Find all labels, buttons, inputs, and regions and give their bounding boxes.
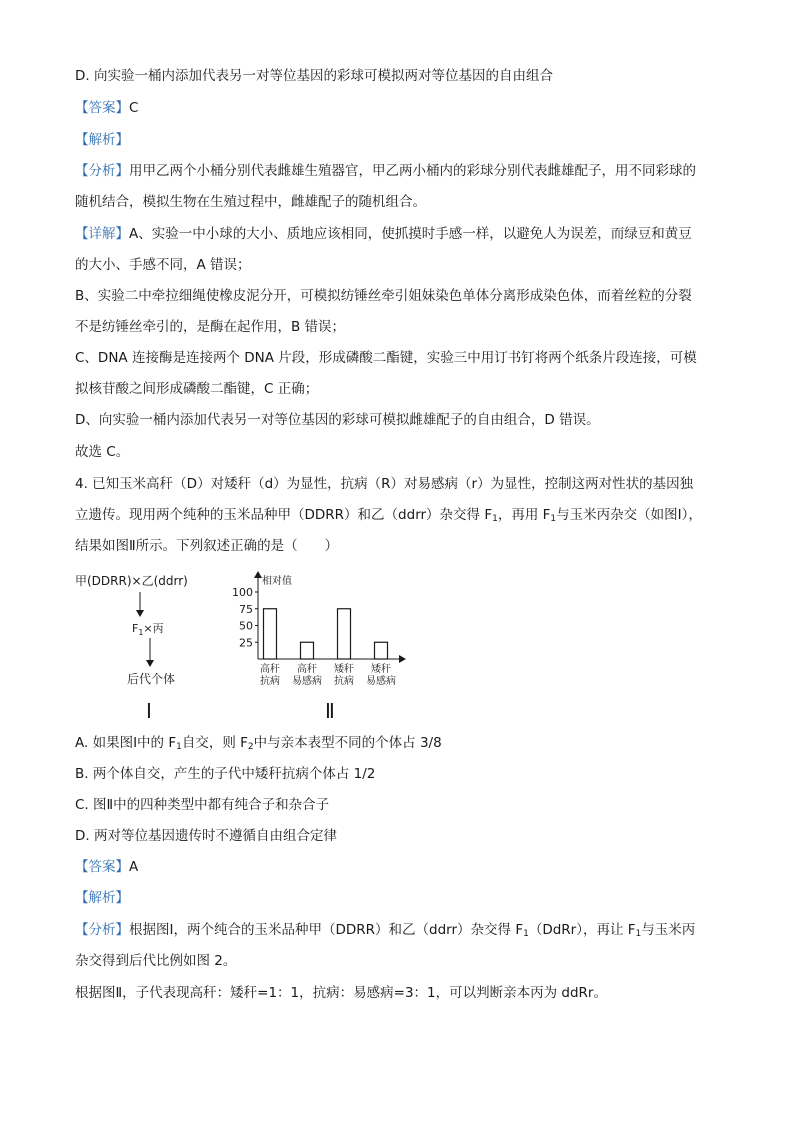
xiangjie-line-4: 不是纺锤丝牵引的，是酶在起作用，B 错误； (75, 319, 346, 335)
offspring-label: 后代个体 (127, 672, 176, 686)
y-tick-label-0: 25 (239, 636, 253, 650)
option-a-text-3: 中与亲本表型不同的个体占 3/8 (253, 735, 442, 751)
xiangjie-line-7: D、向实验一桶内添加代表另一对等位基因的彩球可模拟雌雄配子的自由组合，D 错误。 (75, 412, 600, 428)
category-label-0-1: 抗病 (260, 676, 280, 687)
xiangjie-text: A、实验一中小球的大小、质地应该相同，使抓摸时手感一样，以避免人为误差，而绿豆和黄豆 (129, 226, 692, 242)
option-a-text-2: 自交，则 F (181, 735, 248, 751)
category-label-1-0: 高秆 (297, 664, 317, 675)
bar-0 (264, 609, 277, 659)
figure-svg (70, 568, 430, 728)
answer-value: C (129, 100, 139, 116)
fenxi-2-line (75, 920, 695, 944)
fenxi-2-text-2: （DdRr），再让 F (528, 922, 636, 938)
option-d: D. 两对等位基因遗传时不遵循自由组合定律 (75, 828, 337, 844)
q4-sub-1: 1 (492, 514, 498, 524)
fenxi-line (75, 161, 696, 181)
xiangjie-line-2: 的大小、手感不同，A 错误； (75, 257, 251, 273)
xiangjie-line-6: 拟核苷酸之间形成磷酸二酯键，C 正确； (75, 381, 319, 397)
question-4-line-1: 4. 已知玉米高秆（D）对矮秆（d）为显性，抗病（R）对易感病（r）为显性，控制这两对性状的基因独 (75, 476, 694, 492)
xiangjie-line-3: B、实验二中牵拉细绳使橡皮泥分开，可模拟纺锤丝牵引姐妹染色单体分离形成染色体，而着丝粒的分裂 (75, 288, 692, 304)
analysis-tag: 【解析】 (75, 132, 129, 148)
category-label-0-0: 高秆 (260, 664, 280, 675)
bar-3 (375, 642, 388, 659)
analysis-heading (75, 130, 129, 150)
q4-sub-2: 1 (550, 514, 557, 524)
figure-1 (75, 574, 188, 723)
bar-1 (301, 642, 314, 659)
choose-line: 故选 C。 (75, 444, 130, 460)
fenxi-2-tag: 【分析】 (75, 922, 129, 938)
final-line: 根据图Ⅱ，子代表现高秆：矮秆=1：1，抗病：易感病=3：1，可以判断亲本丙为 ddRr。 (75, 985, 607, 1001)
option-a (75, 733, 442, 757)
q4-text-a: 立遗传。现用两个纯种的玉米品种甲（DDRR）和乙（ddrr）杂交得 F (75, 507, 493, 523)
bar-2 (338, 609, 351, 659)
q4-text-b: ，再用 F (497, 507, 551, 523)
option-d-line: D. 向实验一桶内添加代表另一对等位基因的彩球可模拟两对等位基因的自由组合 (75, 68, 553, 84)
fenxi-2-sub-2: 1 (635, 929, 642, 939)
fenxi-line-2: 随机结合，模拟生物在生殖过程中，雌雄配子的随机组合。 (75, 194, 426, 210)
answer-line (75, 98, 138, 118)
option-a-sub-1: 1 (176, 742, 182, 752)
option-c: C. 图Ⅱ中的四种类型中都有纯合子和杂合子 (75, 797, 330, 813)
figures (70, 568, 430, 728)
y-tick-label-1: 50 (239, 619, 253, 633)
category-label-1-1: 易感病 (292, 676, 322, 687)
answer-2-value: A (129, 859, 139, 875)
fenxi-2-line-2: 杂交得到后代比例如图 2。 (75, 953, 237, 969)
category-label-3-1: 易感病 (366, 676, 396, 687)
q4-text-c: 与玉米丙杂交（如图Ⅰ）， (556, 507, 702, 523)
xiangjie-tag: 【详解】 (75, 226, 129, 242)
f1-label: $F_1\times$丙 (132, 622, 164, 637)
category-label-2-0: 矮秆 (334, 664, 354, 675)
answer-tag: 【答案】 (75, 100, 129, 116)
option-a-sub-2: 2 (247, 742, 254, 752)
question-4-line-3: 结果如图Ⅱ所示。下列叙述正确的是（ ） (75, 538, 339, 554)
figure-2-label: Ⅱ (325, 699, 335, 723)
fenxi-2-text-1: 根据图Ⅰ，两个纯合的玉米品种甲（DDRR）和乙（ddrr）杂交得 F (129, 922, 524, 938)
cross-label: 甲(DDRR)×乙(ddrr) (75, 574, 188, 588)
fenxi-2-sub-1: 1 (523, 929, 529, 939)
figure-2-chart (232, 572, 405, 723)
fenxi-text: 用甲乙两个小桶分别代表雌雄生殖器官，甲乙两小桶内的彩球分别代表雌雄配子，用不同彩球的 (129, 163, 696, 179)
answer-2-tag: 【答案】 (75, 859, 129, 875)
analysis-2-tag: 【解析】 (75, 890, 129, 906)
question-4-line-2 (75, 505, 702, 529)
category-label-3-0: 矮秆 (371, 664, 391, 675)
xiangjie-line-5: C、DNA 连接酶是连接两个 DNA 片段，形成磷酸二酯键，实验三中用订书钉将两个纸条片段连接，可模 (75, 350, 697, 366)
option-b: B. 两个体自交，产生的子代中矮秆抗病个体占 1/2 (75, 766, 376, 782)
xiangjie-line (75, 224, 692, 244)
fenxi-2-text-3: 与玉米丙 (641, 922, 696, 938)
fenxi-tag: 【分析】 (75, 163, 129, 179)
answer-2-line (75, 857, 138, 877)
category-label-2-1: 抗病 (334, 676, 354, 687)
y-axis-label: 相对值 (262, 576, 292, 587)
option-a-text-1: A. 如果图Ⅰ中的 F (75, 735, 177, 751)
figure-1-label: Ⅰ (146, 699, 152, 723)
y-tick-label-3: 100 (232, 586, 253, 599)
analysis-2-heading (75, 888, 129, 908)
y-tick-label-2: 75 (239, 602, 253, 616)
